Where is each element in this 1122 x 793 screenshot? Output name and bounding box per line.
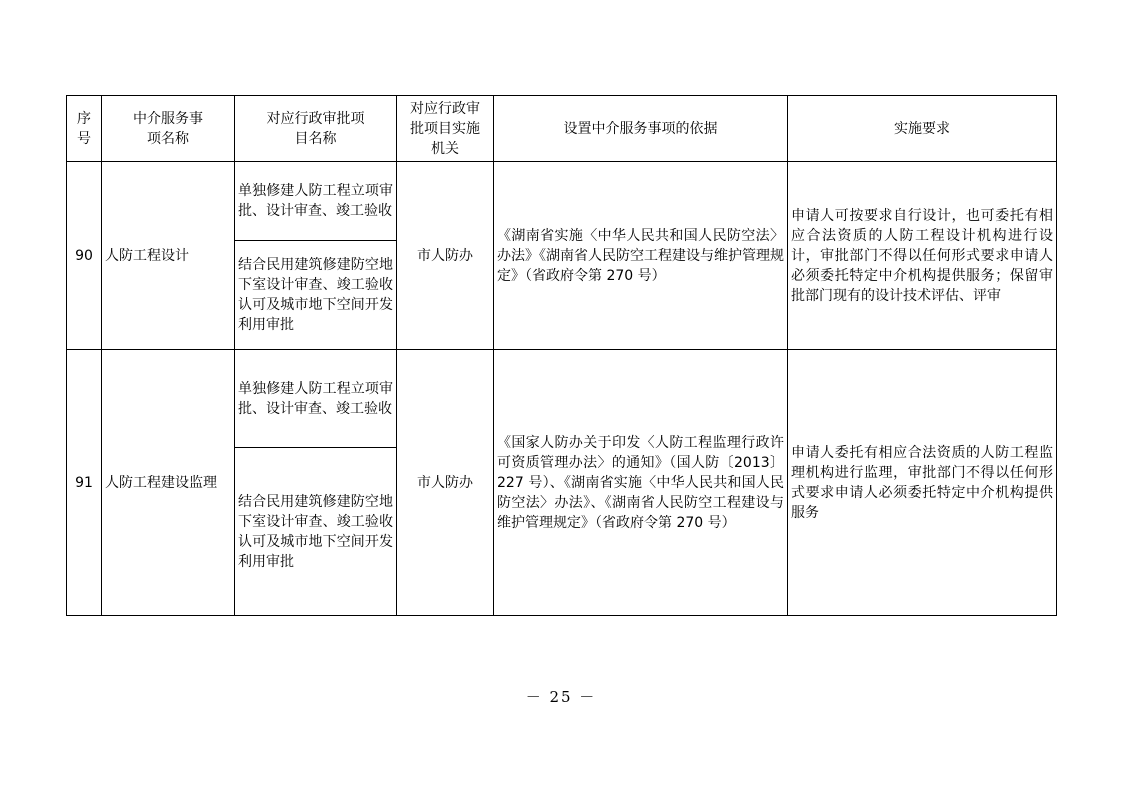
approval-item: 单独修建人防工程立项审批、设计审查、竣工验收	[235, 162, 397, 241]
approval-item: 单独修建人防工程立项审批、设计审查、竣工验收	[235, 350, 397, 448]
requirements-text: 申请人可按要求自行设计，也可委托有相应合法资质的人防工程设计机构进行设计，审批部门不得以任何形式要求申请人必须委托特定中介机构提供服务；保留审批部门现有的设计技术评估、评审	[788, 162, 1057, 350]
header-service-name: 中介服务事项名称	[102, 96, 235, 162]
header-no: 序号	[67, 96, 102, 162]
header-approval-org: 对应行政审批项目实施机关	[397, 96, 494, 162]
row-number: 91	[67, 350, 102, 616]
approval-item: 结合民用建筑修建防空地下室设计审查、竣工验收认可及城市地下空间开发利用审批	[235, 448, 397, 616]
table-row	[67, 162, 1057, 241]
approval-org: 市人防办	[397, 162, 494, 350]
basis-text: 《湖南省实施〈中华人民共和国人民防空法〉办法》《湖南省人民防空工程建设与维护管理规定》（省政府令第 270 号）	[494, 162, 788, 350]
approval-item: 结合民用建筑修建防空地下室设计审查、竣工验收认可及城市地下空间开发利用审批	[235, 241, 397, 350]
service-name: 人防工程设计	[102, 162, 235, 350]
header-approval-item: 对应行政审批项目名称	[235, 96, 397, 162]
header-requirements: 实施要求	[788, 96, 1057, 162]
row-number: 90	[67, 162, 102, 350]
table-row	[67, 350, 1057, 448]
service-name: 人防工程建设监理	[102, 350, 235, 616]
header-basis: 设置中介服务事项的依据	[494, 96, 788, 162]
page-number: － 25 －	[525, 688, 597, 706]
table-header-row	[67, 96, 1057, 162]
approval-org: 市人防办	[397, 350, 494, 616]
service-table	[66, 95, 1057, 616]
requirements-text: 申请人委托有相应合法资质的人防工程监理机构进行监理，审批部门不得以任何形式要求申请人必须委托特定中介机构提供服务	[788, 350, 1057, 616]
basis-text: 《国家人防办关于印发〈人防工程监理行政许可资质管理办法〉的通知》（国人防〔2013〕227 号）、《湖南省实施〈中华人民共和国人民防空法〉办法》、《湖南省人民防空工程建设与维护管理规定》（省政府令第 270 号）	[494, 350, 788, 616]
